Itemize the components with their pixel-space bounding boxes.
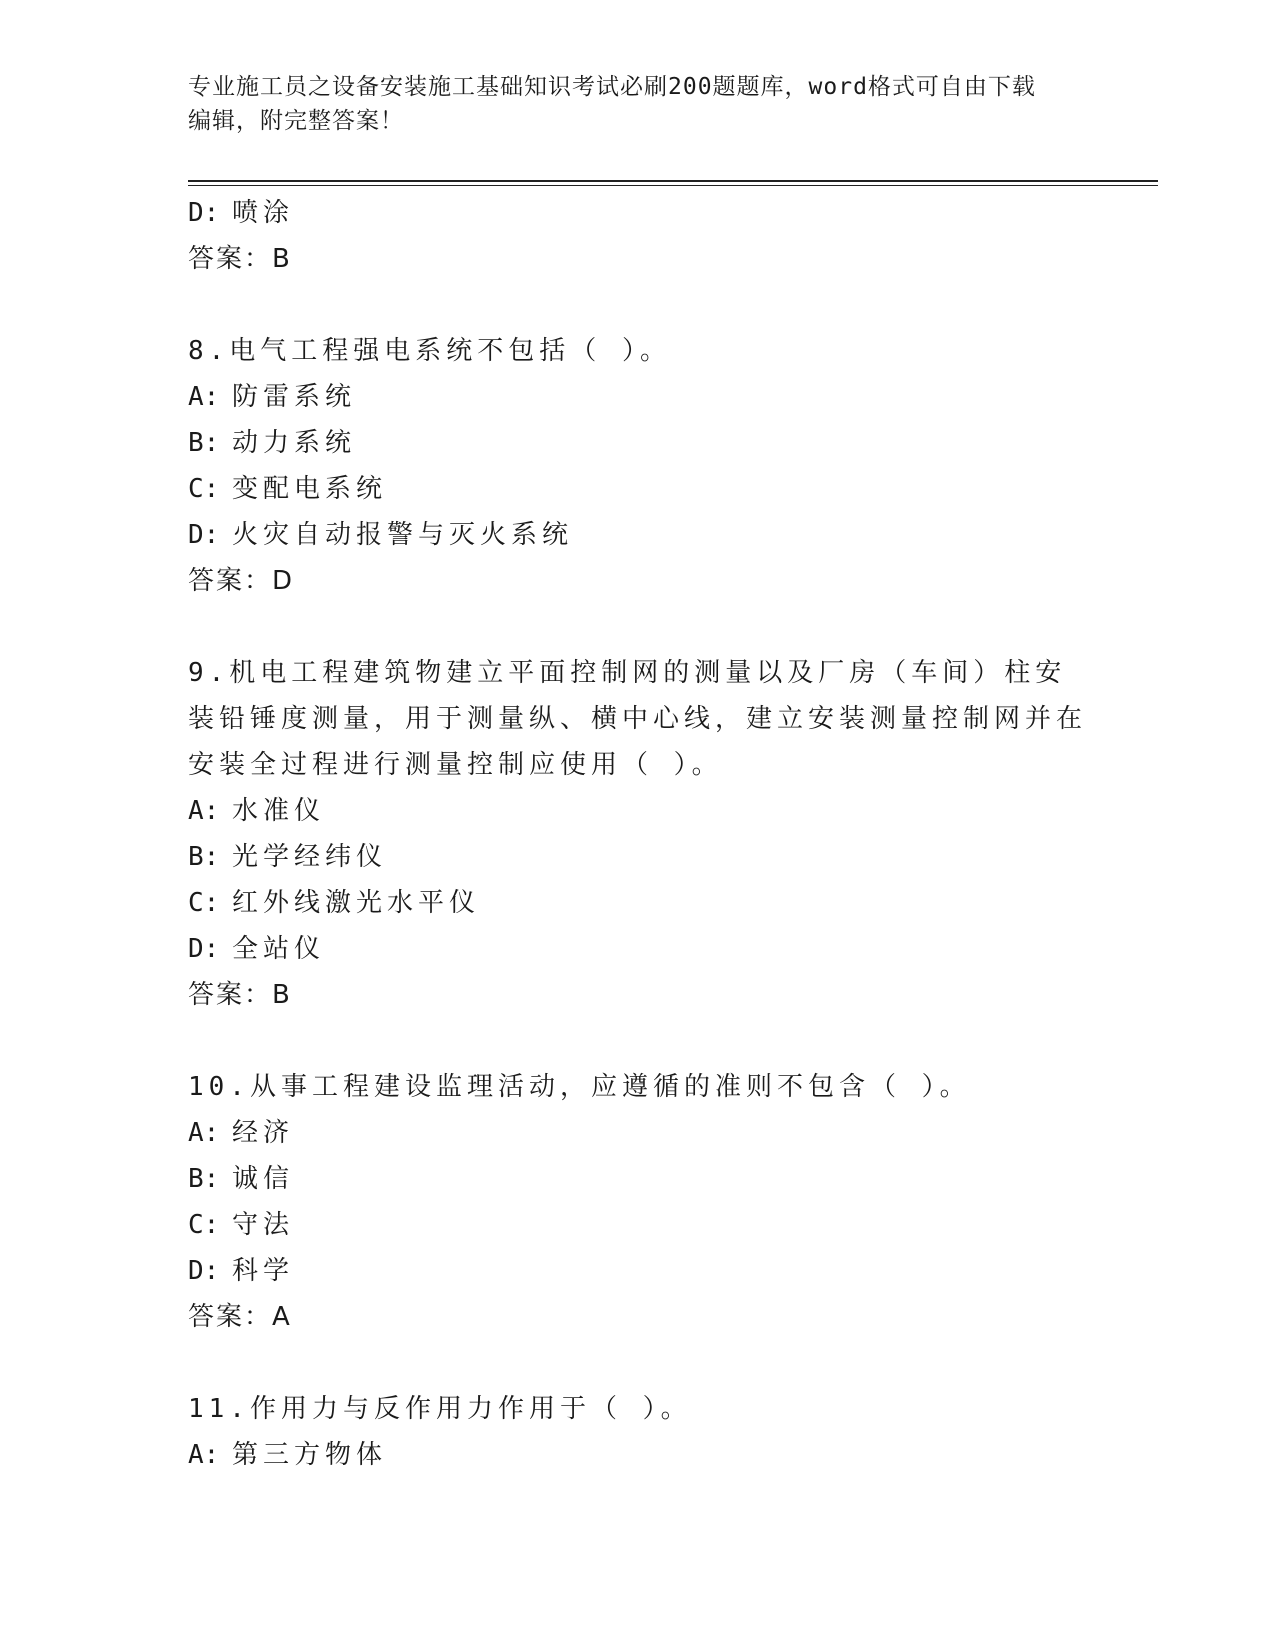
- question-stem: 9.机电工程建筑物建立平面控制网的测量以及厂房（车间）柱安装铅锤度测量，用于测量纵、横中心线，建立安装测量控制网并在安装全过程进行测量控制应使用（ ）。: [188, 658, 1088, 780]
- answer-line: 答案：B: [188, 980, 292, 1010]
- option-text: 火灾自动报警与灭火系统: [232, 520, 574, 550]
- option-c: [188, 466, 1088, 512]
- question-list: [188, 190, 1088, 1478]
- option-text: 守法: [232, 1210, 295, 1240]
- header-divider-thin: [188, 185, 1158, 186]
- option-a: [188, 788, 1088, 834]
- option-text: 红外线激光水平仪: [232, 888, 481, 918]
- option-text: 喷涂: [232, 198, 295, 228]
- option-b: [188, 420, 1088, 466]
- option-label: C:: [188, 1210, 220, 1240]
- option-label: B:: [188, 1164, 220, 1194]
- option-label: D:: [188, 520, 220, 550]
- option-d: [188, 512, 1088, 558]
- option-text: 变配电系统: [232, 474, 388, 504]
- answer-line: 答案：D: [188, 566, 295, 596]
- question-stem: 10.从事工程建设监理活动，应遵循的准则不包含（ ）。: [188, 1072, 971, 1102]
- option-label: D:: [188, 934, 220, 964]
- question-stem: 8.电气工程强电系统不包括（ ）。: [188, 336, 671, 366]
- option-label: B:: [188, 428, 220, 458]
- option-c: [188, 1202, 1088, 1248]
- option-label: C:: [188, 888, 220, 918]
- option-text: 第三方物体: [232, 1440, 388, 1470]
- option-label: D:: [188, 1256, 220, 1286]
- option-text: 防雷系统: [232, 382, 357, 412]
- option-a: [188, 1110, 1088, 1156]
- option-a: [188, 374, 1088, 420]
- page-header: [188, 70, 1088, 138]
- option-d: [188, 190, 1088, 236]
- option-text: 动力系统: [232, 428, 357, 458]
- option-a: [188, 1432, 1088, 1478]
- option-label: B:: [188, 842, 220, 872]
- option-text: 诚信: [232, 1164, 295, 1194]
- option-b: [188, 1156, 1088, 1202]
- option-text: 全站仪: [232, 934, 326, 964]
- header-title-line2: 编辑，附完整答案！: [188, 108, 404, 134]
- answer-line: 答案：A: [188, 1302, 292, 1332]
- option-label: A:: [188, 1118, 220, 1148]
- option-label: A:: [188, 1440, 220, 1470]
- option-text: 光学经纬仪: [232, 842, 388, 872]
- option-text: 水准仪: [232, 796, 326, 826]
- answer-line: 答案：B: [188, 244, 292, 274]
- option-text: 经济: [232, 1118, 295, 1148]
- option-text: 科学: [232, 1256, 295, 1286]
- option-c: [188, 880, 1088, 926]
- header-divider-thick: [188, 180, 1158, 182]
- question-stem: 11.作用力与反作用力作用于（ ）。: [188, 1394, 692, 1424]
- option-b: [188, 834, 1088, 880]
- header-title-line1: 专业施工员之设备安装施工基础知识考试必刷200题题库，word格式可自由下载: [188, 74, 1036, 100]
- option-label: C:: [188, 474, 220, 504]
- option-d: [188, 926, 1088, 972]
- option-d: [188, 1248, 1088, 1294]
- option-label: D:: [188, 198, 220, 228]
- option-label: A:: [188, 796, 220, 826]
- option-label: A:: [188, 382, 220, 412]
